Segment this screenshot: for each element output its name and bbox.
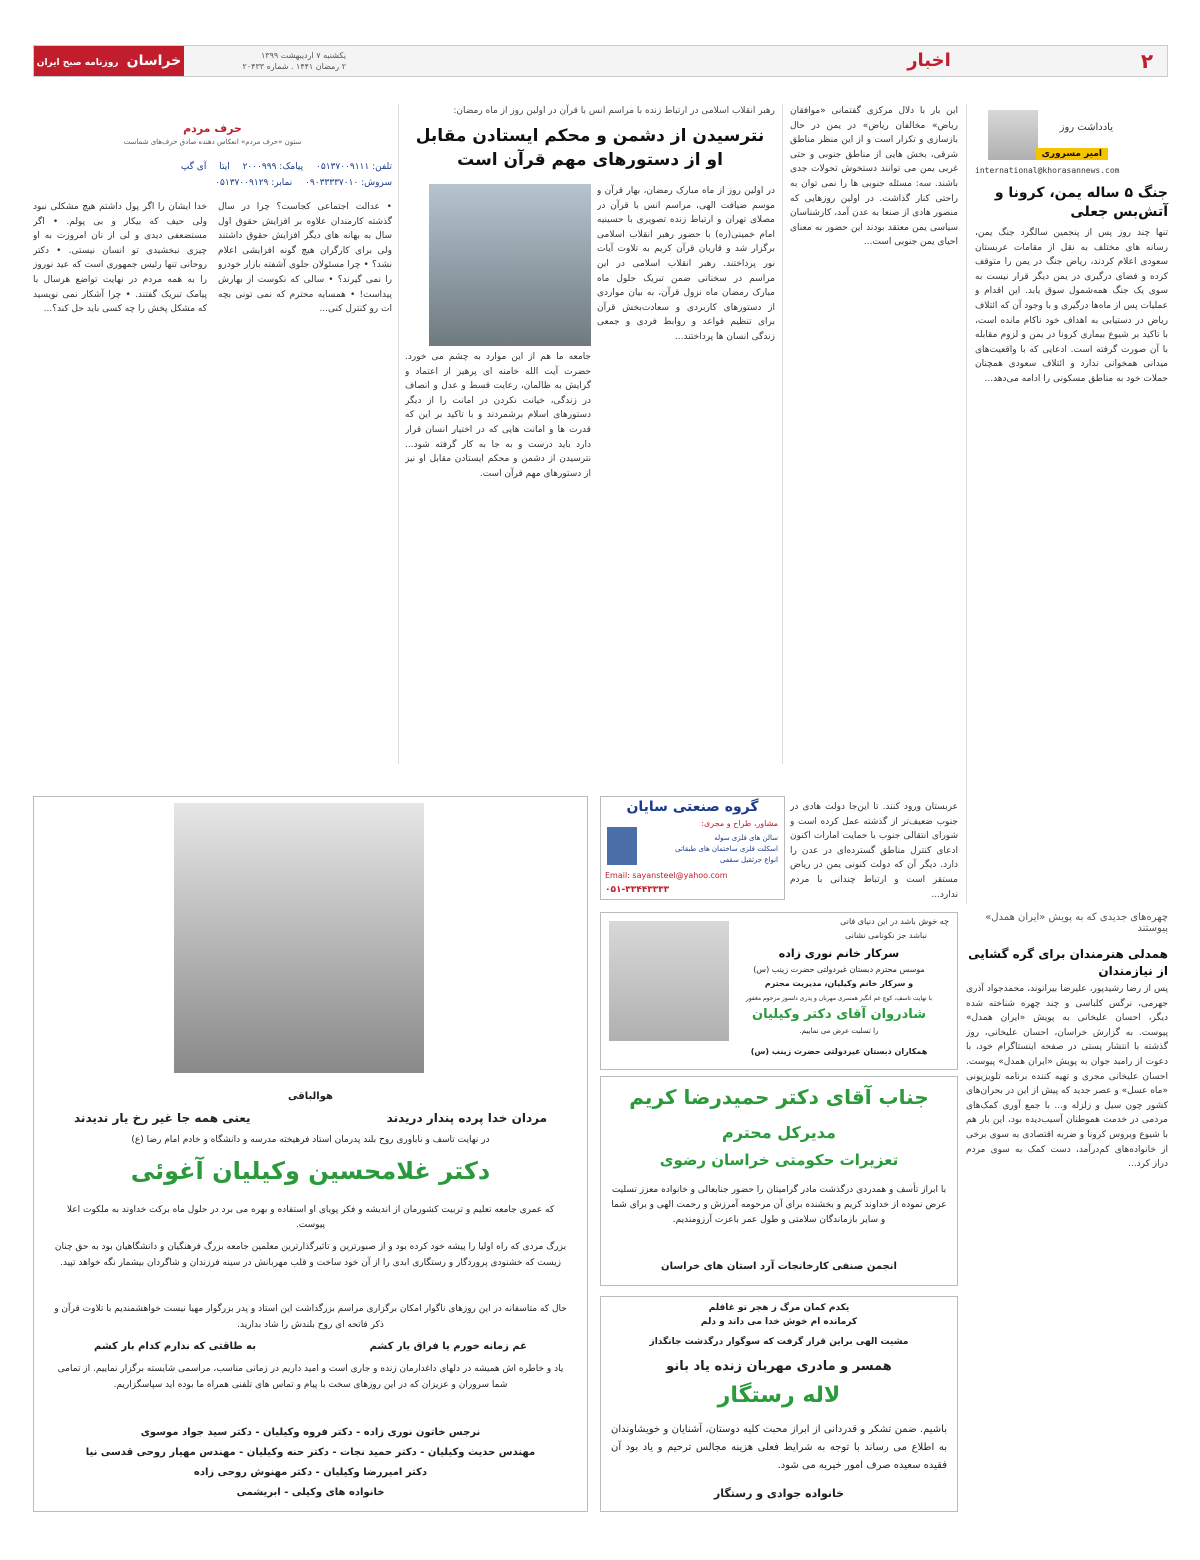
rastgar-line2: کرمانده ام خوش خدا می داند و دلم bbox=[700, 1317, 858, 1327]
page-header bbox=[33, 45, 1168, 77]
vakilian-role: و سرکار خانم وکیلیان، مدیریت محترم bbox=[764, 979, 914, 988]
harf-col-b: خدا ایشان را اگر پول داشتم هیچ مشکلی نبود ولی حیف که بیکار و بی پولم. • اگر مستضعفی دیدی و لی از نان امروزت به او چیزی نبخشیدی تو انسان نیستی. • دکتر روحانی تنها رئیس جمهوری است که عید نوروز را به همه مردم در نهایت تواضع هرسال با پیامک تبریک گفتند. • چرا آشکار نمی نویسید که مشکل پخش را چه کسی باید حل کند؟... bbox=[33, 202, 207, 315]
vakilian-text1: که عمری جامعه تعلیم و تربیت کشورمان از اندیشه و فکر پویای او استفاده و بهره می برد در حلول ماه برکت خداوند به ملکوت اعلا پیوست. bbox=[66, 1205, 555, 1230]
article-kicker: رهبر انقلاب اسلامی در ارتباط زنده با مراسم انس با قرآن در اولین روز از ماه رمضان: bbox=[453, 106, 775, 116]
rastgar-body: باشیم. ضمن تشکر و قدردانی از ابراز محبت کلیه دوستان، آشنایان و خویشاوندان به اطلاع می رساند با توجه به شرایط فعلی هزینه مجالس ترحیم و یاد بود آن فقیده سعیده صرف امور خیریه می شود. bbox=[611, 1424, 947, 1471]
divider bbox=[782, 104, 783, 764]
chehreha-kicker: چهره‌های جدیدی که به پویش «ایران همدل» پیوستند bbox=[985, 912, 1168, 934]
leader-photo bbox=[429, 184, 591, 346]
article-col1: در اولین روز از ماه مبارک رمضان، بهار قرآن و موسم ضیافت الهی، مراسم انس با قرآن در مصلای تهران و ارتباط زنده تصویری با حسینیه امام خمینی(ره) با حضور رهبر انقلاب اسلامی برگزار شد و قاریان قرآن کریم به تلاوت آیات نور پرداختند. رهبر انقلاب اسلامی در این مراسم در سخنانی ضمن تبریک حلول ماه مبارک رمضان ماه نزول قرآن، به بیان مواردی از دستورهای کاربردی و سعادت‌بخش قرآن برای تنظیم قواعد و روابط فردی و جمعی زندگی انسان ها پرداختند... bbox=[597, 186, 775, 342]
ad-sayan bbox=[600, 796, 785, 900]
contact-row1: تلفن: ۰۵۱۳۷۰۰۹۱۱۱ پیامک: ۲۰۰۰۹۹۹ ایتا آی گپ bbox=[180, 162, 392, 172]
poem-line: چه خوش باشد در این دنیای فانی bbox=[840, 917, 949, 926]
rastgar-name-pre: همسر و مادری مهربان زنده یاد بانو bbox=[666, 1359, 892, 1374]
column-title: جنگ ۵ ساله یمن، کرونا و آتش‌بس جعلی bbox=[994, 185, 1168, 220]
nouri-name: سرکار خانم نوری زاده bbox=[778, 947, 900, 960]
harf-mardom-box bbox=[33, 104, 392, 764]
divider bbox=[966, 104, 967, 904]
rastgar-intro: مشیت الهی براین قرار گرفت که سوگوار درگذشت جانگداز bbox=[649, 1337, 909, 1347]
karim-footer: انجمن صنفی کارخانجات آرد استان های خراسان bbox=[661, 1261, 897, 1272]
poem-line: نباشد جز نکونامی نشانی bbox=[844, 931, 927, 940]
sayan-email: Email: sayansteel@yahoo.com bbox=[605, 871, 728, 880]
author-photo bbox=[988, 110, 1038, 160]
main-article bbox=[405, 104, 775, 764]
section-title: اخبار bbox=[907, 50, 951, 71]
rastgar-name: لاله رستگار bbox=[717, 1383, 841, 1408]
sayan-title: گروه صنعتی سایان bbox=[626, 799, 759, 815]
karim-role2: تعزیرات حکومتی خراسان رضوی bbox=[659, 1151, 899, 1169]
vakilian-text2: بزرگ مردی که راه اولیا را پیشه خود کرده بود و از صبورترین و تاثیرگذارترین معلمین جامعه بزرگ فرهنگیان و دانشگاهیان بود به حق چنان زیست که خشنودی پروردگار و رستگاری ابدی را از آن خود ساخت و قلب مهربانش در سینه فرزندان و شاگردان بیشمار نگه خواهد تپید. bbox=[54, 1242, 567, 1268]
karim-role1: مدیرکل محترم bbox=[722, 1123, 836, 1142]
nouri-role: موسس محترم دبستان غیردولتی حضرت زینب (س) bbox=[753, 965, 925, 974]
family-names3: دکتر امیررضا وکیلیان - دکتر مهنوش روحی زاده bbox=[193, 1467, 428, 1478]
article-col2: جامعه ما هم از این موارد به چشم می خورد. حضرت آیت الله خامنه ای پرهیز از اعتماد و گرایش به ظالمان، رعایت قسط و عدل و انصاف در زندگی، خیانت نکردن در امانت را از دیگر دستورهای اسلام برشمردند و با تاکید بر این که قدرت ها و امانت هایی که در اختیار انسان قرار دارد باید درست و به جا به کار گرفته شود... نترسیدن از دشمن و محکم ایستادن مقابل او نیز از دستورهای مهم قرآن است. bbox=[405, 352, 591, 479]
family-names2: مهندس حدیث وکیلیان - دکتر حمید نجات - دکتر حنه وکیلیان - مهندس مهیار روحی قدسی نیا bbox=[85, 1447, 536, 1458]
verse-left: یعنی همه جا غیر رخ یار ندیدند bbox=[74, 1111, 251, 1125]
deceased-photo bbox=[609, 921, 729, 1041]
chehreha-title: همدلی هنرمندان برای گره گشایی از نیازمندان bbox=[968, 947, 1168, 978]
verse-right: مردان خدا پرده پندار دریدند bbox=[386, 1111, 547, 1125]
harf-mardom-title: حرف مردم bbox=[183, 122, 242, 135]
chehreha-body: پس از رضا رشیدپور، علیرضا بیرانوند، محمدجواد آذری جهرمی، نرگس کلباسی و چند چهره شناخته شده دیگر، احسان علیخانی به پویش «ایران همدل» پیوست. به گزارش خراسان، احسان علیخانی، روز گذشته با انتشار پستی در صفحه اینستاگرام خود، با دعوت از رامبد جوان به پویش «ایران همدل» پیوست. احسان علیخانی مجری و تهیه کننده برنامه تلویزیونی «ماه عسل» و عصر جدید که پیش از این در بحران‌های کشور چون سیل و زلزله و... با جمع آوری کمک‌های مردمی در خدمت هموطنان آسیب‌دیده بود، این بار هم با شیوع ویروس کرونا و ضربه اقتصادی به سوی برخی از خانواده‌های کم‌درآمد، دست کمک به سوی مردم دراز کرد... bbox=[966, 984, 1168, 1170]
ad-vakilian bbox=[33, 796, 588, 1512]
sayan-phone: ۰۵۱-۳۳۴۴۳۳۳۳ bbox=[605, 885, 670, 895]
rastgar-line1: یکدم کمان مرگ ز هجر تو غافلم bbox=[708, 1303, 850, 1313]
condolence-end: را تسلیت عرض می نماییم. bbox=[799, 1027, 879, 1035]
verse2-right: غم زمانه خورم یا فراق یار کشم bbox=[369, 1341, 527, 1352]
contact-row2: سروش: ۰۹۰۳۳۳۳۷۰۱۰ نمابر: ۰۵۱۳۷۰۰۹۱۲۹ bbox=[215, 178, 392, 188]
rastgar-footer: خانواده جوادی و رستگار bbox=[713, 1487, 845, 1500]
sayan-subtitle: مشاور، طراح و مجری: bbox=[701, 819, 778, 828]
author-email: international@khorasannews.com bbox=[975, 166, 1120, 175]
sayan-items: سالن های فلزی سوله اسکلت فلزی ساختمان های طبقاتی انواع جرثقیل سقفی bbox=[675, 834, 778, 864]
article-title: نترسیدن از دشمن و محکم ایستادن مقابل او از دستورهای مهم قرآن است bbox=[415, 126, 765, 170]
nouri-footer: همکاران دبستان غیردولتی حضرت زینب (س) bbox=[750, 1047, 928, 1056]
family-names1: نرجس خاتون نوری زاده - دکتر فروه وکیلیان - دکتر سید جواد موسوی bbox=[140, 1427, 481, 1438]
divider bbox=[398, 104, 399, 764]
chehreha-article bbox=[966, 912, 1168, 1512]
condolence-line: با نهایت تاسف، کوچ غم انگیز همسری مهربان و پدری دلسوز مرحوم مغفور bbox=[745, 995, 933, 1002]
deceased-portrait bbox=[174, 803, 424, 1073]
column-label: یادداشت روز bbox=[1059, 122, 1113, 133]
yaddasht-column bbox=[975, 104, 1168, 904]
vakilian-text3: حال که متاسفانه در این روزهای ناگوار امکان برگزاری مراسم بزرگداشت این استاد و پدر بزرگوار مهیا نیست خواهشمندیم با تلاوت قرآن و ذکر فاتحه ای روح بلندش را شاد بدارید. bbox=[54, 1304, 567, 1330]
page-number: ۲ bbox=[1140, 49, 1154, 73]
ad-nouri bbox=[600, 912, 958, 1070]
huva: هوالباقی bbox=[288, 1091, 333, 1102]
karim-body: با ابراز تأسف و همدردی درگذشت مادر گرامیتان را حضور جنابعالی و خانواده معزز تسلیت عرض نموده از خداوند کریم و بخشنده برای آن مرحومه آمرزش و رحمت الهی و برای شما و سایر بازماندگان سلامتی و طول عمر باعزت آرزومندیم. bbox=[611, 1185, 947, 1225]
issue-date: یکشنبه ۷ اردیبهشت ۱۳۹۹ ۲ رمضان ۱۴۴۱ . شماره ۲۰۴۳۳ bbox=[242, 51, 346, 71]
vakilian-name: دکتر غلامحسین وکیلیان آغوئی bbox=[130, 1157, 491, 1185]
ad-rastgar bbox=[600, 1296, 958, 1512]
building-icon bbox=[607, 827, 637, 865]
middle-bottom-text: عربستان ورود کنند. تا این‌جا دولت هادی در جنوب ضعیف‌تر از گذشته عمل کرده است و شورای انتقالی جنوب با حمایت امارات اکنون ادعای کنترل مناطق گسترده‌ای در عدن را دارد. دیگر آن که دولت کنونی یمن در ریاض مستقر است و ارتباط چندانی با مردم ندارد... bbox=[790, 802, 958, 900]
author-name: امیر مسروری bbox=[1036, 148, 1108, 160]
verse2-left: به طاقتی که ندارم کدام بار کشم bbox=[94, 1341, 257, 1352]
column-body: تنها چند روز پس از پنجمین سالگرد جنگ یمن، رسانه های مختلف به نقل از مقامات عربستان سعودی اعلام کردند، ریاض جنگ در یمن را متوقف کرده و فضای درگیری در یمن دیگر قرار نیست به سوی یک جنگ همه‌شمول سوق یابد. این اقدام و عملیات پس از ماه‌ها درگیری و با وجود آن که ائتلاف ریاض در دستیابی به اهداف خود ناکام مانده است، با تاکید بر شیوع بیماری کرونا در یمن و لزوم مقابله با آن صورت گرفته است. ادعایی که با واقعیت‌های میدانی همخوانی ندارد و ائتلاف سعودی همچنان حملات خود به مناطق مسکونی را ادامه می‌دهد... bbox=[975, 228, 1168, 384]
karim-title: جناب آقای دکتر حمیدرضا کریم bbox=[629, 1085, 929, 1109]
harf-mardom-subtitle: ستون «حرف مردم» انعکاس دهنده صادق حرف‌های شماست bbox=[123, 138, 302, 146]
ad-karim bbox=[600, 1076, 958, 1286]
newspaper-logo: خراسان روزنامه صبح ایران bbox=[34, 46, 184, 76]
family-names4: خانواده های وکیلی - ابریشمی bbox=[236, 1487, 385, 1498]
middle-column-text: این بار با دلال مرکزی گفتمانی «موافقان ریاض» مخالفان ریاض» در یمن در حال بازسازی و تکرار است و از این منظر مناطق شرقی، بخش هایی از مناطق جنوبی و حتی غربی یمن می توانند دستخوش تحولات جدی باشند. سه: مسئله جنوبی ها را نمی توان به راحتی کنار گذاشت. در اولین روزهایی که منصور هادی از صنعا به عدن آمد، کارشناسان سیاسی یمن معتقد بودند این حضور به معنای احیای یمن جنوبی است... bbox=[790, 106, 958, 248]
vakilian-intro: در نهایت تاسف و ناباوری روح بلند پدرمان استاد فرهیخته مدرسه و دانشگاه و خادم امام رضا (ع) bbox=[131, 1135, 490, 1145]
harf-col-a: • عدالت اجتماعی کجاست؟ چرا در سال گذشته کارمندان علاوه بر افزایش حقوق اول سال به بهانه های دیگر افزایش حقوق داشتند ولی برای کارگران هیچ گونه افزایشی اعلام نشد؟ • چرا مسئولان جلوی آشفته بازار خودرو را نمی گیرند؟ • سالی که نکوست از بهارش پیداست! • همسایه محترم که نمی تونی بچه ات رو کنترل کنی... bbox=[218, 202, 392, 315]
deceased-name: شادروان آقای دکتر وکیلیان bbox=[752, 1007, 926, 1022]
vakilian-text4: یاد و خاطره اش همیشه در دلهای داغدارمان زنده و جاری است و امید داریم در زمانی مناسب، مراسمی شایسته برگزار نماییم. از تمامی شما سروران و عزیزان که در این روزهای سخت با پیام و تماس های تلفنی همراه ما بوده اید سپاسگزاریم. bbox=[57, 1364, 564, 1390]
